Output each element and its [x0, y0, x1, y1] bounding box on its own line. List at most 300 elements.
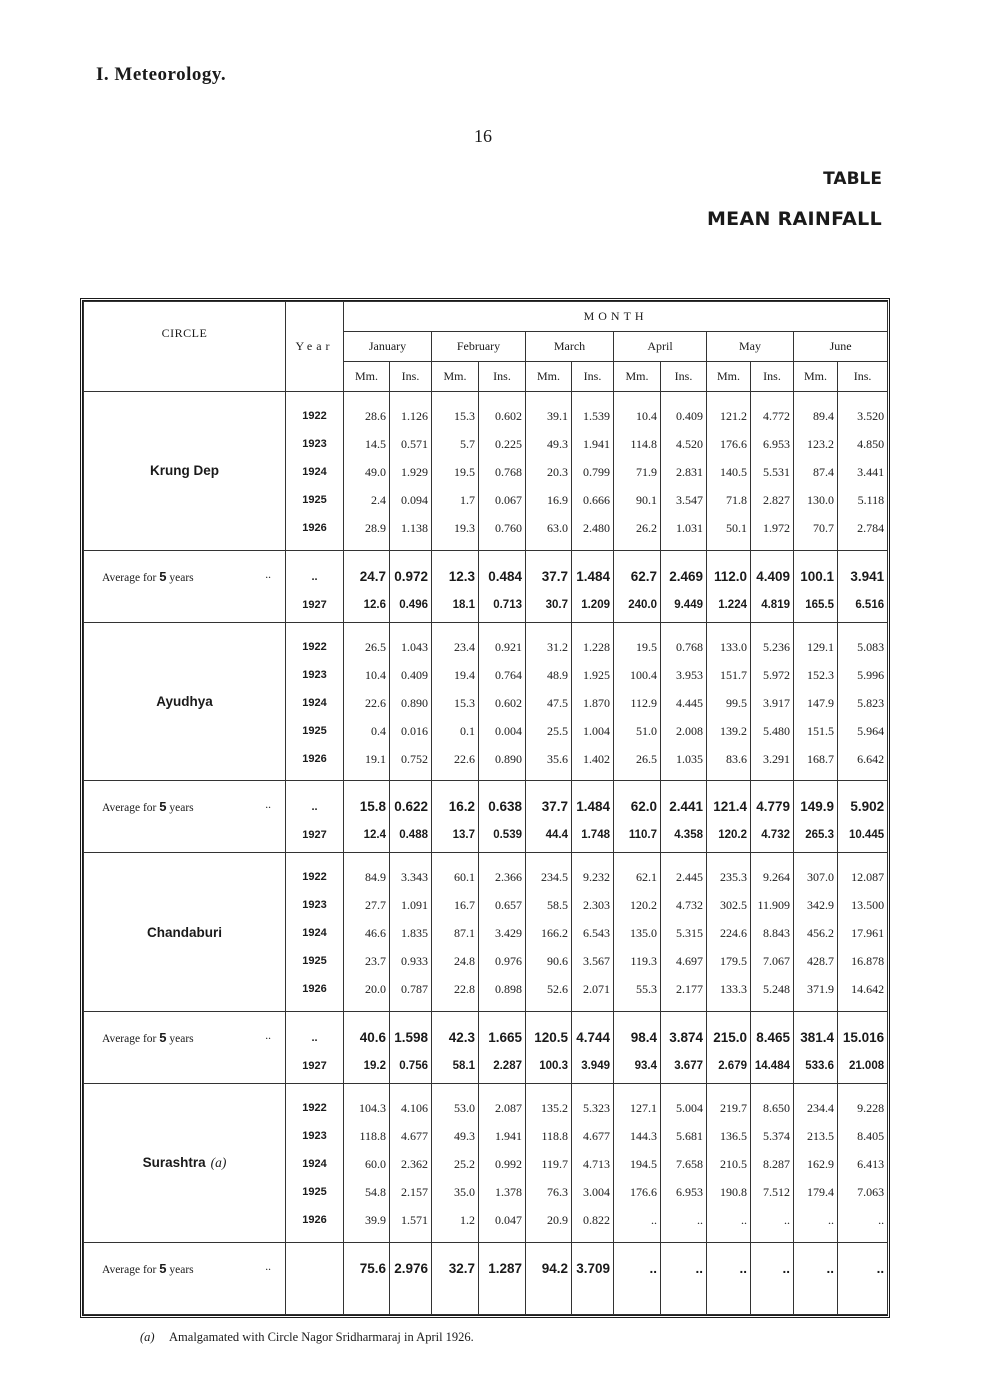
value-1927: 6.516 — [855, 598, 885, 611]
rainfall-table — [83, 301, 888, 1315]
rainfall-value: 1.941 — [495, 1129, 522, 1144]
rainfall-value: 71.9 — [636, 465, 657, 479]
rainfall-value: 0.571 — [401, 437, 428, 451]
rainfall-value: 213.5 — [807, 1129, 834, 1144]
rainfall-value: 130.0 — [807, 493, 834, 507]
rainfall-value: 0.094 — [401, 493, 428, 507]
average-value-cell — [838, 550, 888, 622]
average-value-cell — [661, 781, 707, 853]
average-label-cell — [84, 550, 286, 622]
rainfall-value-cell — [838, 622, 888, 781]
rainfall-value-cell — [661, 392, 707, 551]
rainfall-value: 0.752 — [401, 751, 428, 766]
rainfall-value: 1.972 — [763, 521, 790, 535]
rainfall-value: 7.067 — [763, 954, 790, 969]
value-1927 — [390, 1283, 428, 1311]
average-value-cell — [572, 550, 614, 622]
rainfall-value: 27.7 — [365, 898, 386, 913]
rainfall-value-cell — [661, 1084, 707, 1243]
average-value: 15.8 — [359, 799, 386, 815]
value-1927: 19.2 — [363, 1059, 386, 1072]
circle-name-cell — [84, 622, 286, 781]
rainfall-value: 16.878 — [851, 954, 885, 969]
rainfall-value: 2.784 — [857, 521, 885, 535]
rainfall-value-cell — [390, 392, 432, 551]
month-name-header: March — [526, 332, 614, 362]
rainfall-value: 371.9 — [807, 982, 834, 997]
rainfall-value: 15.3 — [454, 409, 475, 423]
rainfall-value: 0.890 — [401, 695, 428, 710]
value-1927: 3.949 — [581, 1059, 610, 1072]
average-value: 3.709 — [576, 1260, 610, 1276]
rainfall-value: 179.5 — [720, 954, 747, 969]
value-1927: 110.7 — [628, 829, 657, 842]
rainfall-value: 118.8 — [541, 1129, 568, 1144]
rainfall-value: 0.409 — [401, 667, 428, 682]
average-value-cell — [707, 781, 751, 853]
rainfall-value: 8.843 — [763, 926, 790, 941]
value-1927: 0.756 — [399, 1059, 428, 1072]
rainfall-value: 0.976 — [495, 954, 522, 969]
rainfall-value: 219.7 — [720, 1101, 747, 1116]
rainfall-value: 235.3 — [720, 870, 747, 885]
rainfall-value: 47.5 — [547, 695, 568, 710]
rainfall-value-cell — [390, 1084, 432, 1243]
rainfall-value-cell — [614, 622, 661, 781]
rainfall-value-cell — [572, 1084, 614, 1243]
rainfall-value: 456.2 — [807, 926, 834, 941]
average-value: 2.469 — [669, 568, 703, 584]
rainfall-value: 302.5 — [720, 898, 747, 913]
rainfall-value: 55.3 — [636, 982, 657, 997]
rainfall-value: 3.004 — [583, 1185, 610, 1200]
rainfall-table-frame — [80, 298, 890, 1318]
rainfall-value: 234.4 — [807, 1101, 834, 1116]
rainfall-value: 129.1 — [807, 639, 834, 654]
rainfall-value: 151.5 — [807, 723, 834, 738]
average-value-cell — [432, 781, 479, 853]
value-1927: 93.4 — [634, 1059, 657, 1072]
rainfall-value: 16.7 — [454, 898, 475, 913]
value-1927: 58.1 — [452, 1059, 475, 1072]
average-value: 94.2 — [541, 1260, 568, 1276]
average-row — [84, 1242, 888, 1314]
average-value: 24.7 — [359, 568, 386, 584]
average-value: 2.976 — [394, 1260, 428, 1276]
rainfall-value: 307.0 — [807, 870, 834, 885]
rainfall-value: 5.118 — [857, 493, 885, 507]
value-1927 — [572, 1283, 610, 1311]
rainfall-value-cell — [751, 392, 794, 551]
rainfall-value-cell — [838, 1084, 888, 1243]
rainfall-value: 1.378 — [495, 1185, 522, 1200]
average-value: 32.7 — [448, 1260, 475, 1276]
value-1927: 100.3 — [539, 1059, 568, 1072]
rainfall-value: 0.047 — [495, 1213, 522, 1228]
average-years-number: 5 — [159, 1029, 167, 1045]
rainfall-value: 1.539 — [583, 409, 610, 423]
rainfall-value-cell — [707, 392, 751, 551]
average-value-cell — [614, 1242, 661, 1314]
rainfall-value: 1.929 — [401, 465, 428, 479]
value-1927: 0.539 — [493, 829, 522, 842]
average-value-cell — [344, 1011, 390, 1083]
rainfall-value-cell — [390, 853, 432, 1012]
rainfall-value: 5.823 — [857, 695, 885, 710]
rainfall-value: 28.9 — [365, 521, 386, 535]
rainfall-value: 136.5 — [720, 1129, 747, 1144]
rainfall-value: 7.658 — [676, 1157, 703, 1172]
rainfall-value: 7.512 — [763, 1185, 790, 1200]
rainfall-value: 5.972 — [763, 667, 790, 682]
rainfall-value: 3.953 — [676, 667, 703, 682]
rainfall-value: 70.7 — [813, 521, 834, 535]
rainfall-value: 0.764 — [495, 667, 522, 682]
value-1927: 1.209 — [581, 598, 610, 611]
value-1927 — [751, 1283, 790, 1311]
value-1927: 2.287 — [493, 1059, 522, 1072]
rainfall-value: 26.5 — [365, 639, 386, 654]
average-value: .. — [826, 1260, 834, 1276]
rainfall-value: 104.3 — [359, 1101, 386, 1116]
rainfall-value: 2.071 — [583, 982, 610, 997]
rainfall-value: 1.870 — [583, 695, 610, 710]
rainfall-value: 133.3 — [720, 982, 747, 997]
month-header: MONTH — [344, 302, 888, 332]
average-value-cell — [344, 781, 390, 853]
average-value: .. — [739, 1260, 747, 1276]
rainfall-value: 50.1 — [726, 521, 747, 535]
rainfall-value-cell — [344, 622, 390, 781]
average-value-cell — [751, 781, 794, 853]
rainfall-value: 179.4 — [807, 1185, 834, 1200]
rainfall-value-cell — [794, 1084, 838, 1243]
rainfall-value: 9.228 — [857, 1101, 885, 1116]
rainfall-value: 22.6 — [454, 751, 475, 766]
month-name-header: April — [614, 332, 707, 362]
average-year-cell — [286, 550, 344, 622]
average-value-cell — [572, 1242, 614, 1314]
rainfall-value: 428.7 — [807, 954, 834, 969]
average-value-cell — [838, 1011, 888, 1083]
average-value: 1.484 — [576, 568, 610, 584]
year-value: 1924 — [302, 1158, 327, 1171]
rainfall-value: 3.917 — [763, 695, 790, 710]
year-value: 1926 — [302, 1214, 327, 1227]
average-value: 1.598 — [394, 1029, 428, 1045]
average-value: 75.6 — [359, 1260, 386, 1276]
rainfall-value: 26.2 — [636, 521, 657, 535]
rainfall-value: 140.5 — [720, 465, 747, 479]
circle-block-row — [84, 1084, 888, 1243]
rainfall-value: 112.9 — [630, 695, 657, 710]
rainfall-value: 162.9 — [807, 1157, 834, 1172]
rainfall-value: 87.1 — [454, 926, 475, 941]
rainfall-value: 4.106 — [401, 1101, 428, 1116]
average-value-cell — [344, 550, 390, 622]
rainfall-value: 19.3 — [454, 521, 475, 535]
average-leader-dots: .. — [265, 1029, 271, 1042]
year-1927 — [286, 1283, 343, 1311]
value-1927: 4.819 — [761, 598, 790, 611]
rainfall-value-cell — [526, 622, 572, 781]
average-value: 0.638 — [488, 799, 522, 815]
rainfall-value: 0.890 — [495, 751, 522, 766]
rainfall-value: 5.004 — [676, 1101, 703, 1116]
average-value-cell — [390, 550, 432, 622]
average-leader-dots: .. — [265, 799, 271, 812]
average-value: 3.874 — [669, 1029, 703, 1045]
rainfall-value: 14.5 — [365, 437, 386, 451]
rainfall-value: 118.8 — [359, 1129, 386, 1144]
rainfall-value: 100.4 — [630, 667, 657, 682]
rainfall-value: 0.666 — [583, 493, 610, 507]
average-value-cell — [390, 781, 432, 853]
value-1927: 30.7 — [545, 598, 568, 611]
average-value-cell — [432, 1242, 479, 1314]
rainfall-value: 89.4 — [813, 409, 834, 423]
year-value: 1926 — [302, 522, 327, 534]
rainfall-value: 1.004 — [583, 723, 610, 738]
rainfall-value-cell — [661, 622, 707, 781]
average-value-cell — [479, 1242, 526, 1314]
average-value: 149.9 — [800, 799, 834, 815]
value-1927: 18.1 — [452, 598, 475, 611]
table-label: TABLE — [823, 169, 882, 189]
year-value: 1926 — [302, 752, 327, 765]
average-year-cell — [286, 781, 344, 853]
footnote-text: Amalgamated with Circle Nagor Sridharmaraj in April 1926. — [169, 1330, 474, 1344]
circle-block-row — [84, 853, 888, 1012]
rainfall-value: 1.031 — [676, 521, 703, 535]
year-value: 1924 — [302, 696, 327, 709]
year-value: 1922 — [302, 410, 327, 422]
rainfall-value: 1.941 — [583, 437, 610, 451]
year-value: 1922 — [302, 871, 327, 884]
average-value: 4.779 — [756, 799, 790, 815]
average-value: 5.902 — [850, 799, 885, 815]
month-name-header: January — [344, 332, 432, 362]
rainfall-value: 4.772 — [763, 409, 790, 423]
rainfall-value: 28.6 — [365, 409, 386, 423]
rainfall-value: 8.650 — [763, 1101, 790, 1116]
average-value: .. — [782, 1260, 790, 1276]
rainfall-value: 4.732 — [676, 898, 703, 913]
average-value: 37.7 — [541, 568, 568, 584]
rainfall-value: 4.713 — [583, 1157, 610, 1172]
rainfall-value: 2.362 — [401, 1157, 428, 1172]
circle-name-cell — [84, 392, 286, 551]
rainfall-value: 2.087 — [495, 1101, 522, 1116]
month-name-header: May — [707, 332, 794, 362]
rainfall-value: 76.3 — [547, 1185, 568, 1200]
rainfall-value: 190.8 — [720, 1185, 747, 1200]
rainfall-value: 84.9 — [365, 870, 386, 885]
rainfall-value-cell — [614, 392, 661, 551]
average-value-cell — [751, 1242, 794, 1314]
rainfall-value: 166.2 — [541, 926, 568, 941]
rainfall-value: 135.2 — [541, 1101, 568, 1116]
rainfall-value: 3.343 — [401, 870, 428, 885]
rainfall-value: 168.7 — [807, 751, 834, 766]
rainfall-value: 5.964 — [857, 723, 885, 738]
rainfall-value: 342.9 — [807, 898, 834, 913]
unit-header-ins: Ins. — [661, 362, 707, 392]
rainfall-value-cell — [479, 1084, 526, 1243]
rainfall-value: .. — [784, 1213, 790, 1228]
rainfall-value: 5.7 — [460, 437, 475, 451]
average-row — [84, 1011, 888, 1083]
rainfall-value: 71.8 — [726, 493, 747, 507]
rainfall-value: 1.126 — [401, 409, 428, 423]
average-value-cell — [614, 550, 661, 622]
rainfall-value: 90.6 — [547, 954, 568, 969]
rainfall-value-cell — [838, 853, 888, 1012]
average-value-cell — [838, 1242, 888, 1314]
rainfall-value: 123.2 — [807, 437, 834, 451]
average-value: 112.0 — [713, 568, 747, 584]
rainfall-value: 119.3 — [630, 954, 657, 969]
rainfall-value-cell — [614, 1084, 661, 1243]
average-value-cell — [661, 1242, 707, 1314]
rainfall-value: 2.480 — [583, 521, 610, 535]
average-value-cell — [479, 781, 526, 853]
rainfall-value: 119.7 — [541, 1157, 568, 1172]
rainfall-value: 10.4 — [365, 667, 386, 682]
rainfall-value: 54.8 — [365, 1185, 386, 1200]
value-1927: 0.488 — [399, 829, 428, 842]
unit-header-mm: Mm. — [432, 362, 479, 392]
rainfall-value: 4.520 — [676, 437, 703, 451]
rainfall-value-cell — [344, 1084, 390, 1243]
value-1927: 4.732 — [761, 829, 790, 842]
rainfall-value: 121.2 — [720, 409, 747, 423]
rainfall-value: 16.9 — [547, 493, 568, 507]
average-value-cell — [614, 781, 661, 853]
rainfall-value: 4.445 — [676, 695, 703, 710]
rainfall-value: 62.1 — [636, 870, 657, 885]
rainfall-value: 87.4 — [813, 465, 834, 479]
year-value: 1925 — [302, 955, 327, 968]
average-leader-dots: .. — [265, 1260, 271, 1273]
average-value: 1.484 — [576, 799, 610, 815]
rainfall-value-cell — [432, 392, 479, 551]
average-years-word: years — [169, 571, 194, 584]
rainfall-value: 2.831 — [676, 465, 703, 479]
rainfall-value: 23.4 — [454, 639, 475, 654]
rainfall-value: 19.5 — [636, 639, 657, 654]
value-1927: 12.6 — [363, 598, 386, 611]
rainfall-value: 1.2 — [460, 1213, 475, 1228]
rainfall-value: 48.9 — [547, 667, 568, 682]
rainfall-value: 35.0 — [454, 1185, 475, 1200]
rainfall-value: 5.083 — [857, 639, 885, 654]
unit-header-ins: Ins. — [479, 362, 526, 392]
average-years-word: years — [169, 1263, 194, 1276]
rainfall-value: 83.6 — [726, 751, 747, 766]
rainfall-value: 4.677 — [583, 1129, 610, 1144]
rainfall-value: 9.264 — [763, 870, 790, 885]
value-1927: 120.2 — [718, 829, 747, 842]
average-value-cell — [526, 1242, 572, 1314]
value-1927 — [344, 1283, 386, 1311]
average-value: .. — [649, 1260, 657, 1276]
rainfall-value: 19.4 — [454, 667, 475, 682]
value-1927: 165.5 — [805, 598, 834, 611]
year-value: 1923 — [302, 899, 327, 912]
rainfall-value: 58.5 — [547, 898, 568, 913]
unit-header-ins: Ins. — [572, 362, 614, 392]
rainfall-value: 2.366 — [495, 870, 522, 885]
average-value-cell — [432, 1011, 479, 1083]
year-value: 1923 — [302, 1130, 327, 1143]
table-heading — [707, 168, 882, 230]
average-value: 98.4 — [630, 1029, 657, 1045]
average-value: 120.5 — [534, 1029, 568, 1045]
rainfall-value: 7.063 — [857, 1185, 885, 1200]
average-years-number: 5 — [159, 799, 167, 815]
rainfall-value-cell — [432, 622, 479, 781]
year-value: 1926 — [302, 983, 327, 996]
rainfall-value: 23.7 — [365, 954, 386, 969]
rainfall-value: 0.787 — [401, 982, 428, 997]
average-value: 0.484 — [488, 568, 522, 584]
average-years-word: years — [169, 802, 194, 815]
rainfall-value: 24.8 — [454, 954, 475, 969]
average-value-cell — [479, 1011, 526, 1083]
rainfall-value: 20.3 — [547, 465, 568, 479]
value-1927: 0.496 — [399, 598, 428, 611]
rainfall-value: 0.933 — [401, 954, 428, 969]
rainfall-value: 5.236 — [763, 639, 790, 654]
circle-name-cell — [84, 1084, 286, 1243]
rainfall-value-cell — [794, 622, 838, 781]
rainfall-value: 60.1 — [454, 870, 475, 885]
value-1927 — [614, 1283, 657, 1311]
average-value-cell — [572, 781, 614, 853]
circle-name: Krung Dep — [150, 463, 219, 479]
rainfall-value: 6.953 — [676, 1185, 703, 1200]
rainfall-value: 2.008 — [676, 723, 703, 738]
rainfall-value: 147.9 — [807, 695, 834, 710]
average-label: Average for — [102, 802, 157, 815]
rainfall-value: 17.961 — [851, 926, 885, 941]
year-value: 1922 — [302, 640, 327, 653]
unit-header-mm: Mm. — [707, 362, 751, 392]
average-value: 0.622 — [394, 799, 428, 815]
rainfall-value-cell — [432, 1084, 479, 1243]
average-value: .. — [876, 1260, 885, 1276]
rainfall-value: 52.6 — [547, 982, 568, 997]
year-list-cell — [286, 392, 344, 551]
rainfall-value: 22.6 — [365, 695, 386, 710]
rainfall-value: 3.441 — [857, 465, 885, 479]
rainfall-value: 0.067 — [495, 493, 522, 507]
rainfall-value: 13.500 — [851, 898, 885, 913]
average-value: 121.4 — [713, 799, 747, 815]
rainfall-value: 0.4 — [371, 723, 386, 738]
average-value-cell — [707, 550, 751, 622]
circle-name-cell — [84, 853, 286, 1012]
rainfall-value: .. — [651, 1213, 657, 1228]
rainfall-value-cell — [526, 392, 572, 551]
average-label-cell — [84, 1242, 286, 1314]
circle-name: Surashtra — [142, 1154, 206, 1170]
circle-block-row — [84, 392, 888, 551]
year-list-cell — [286, 853, 344, 1012]
value-1927: 10.445 — [848, 829, 885, 842]
rainfall-value: 5.531 — [763, 465, 790, 479]
